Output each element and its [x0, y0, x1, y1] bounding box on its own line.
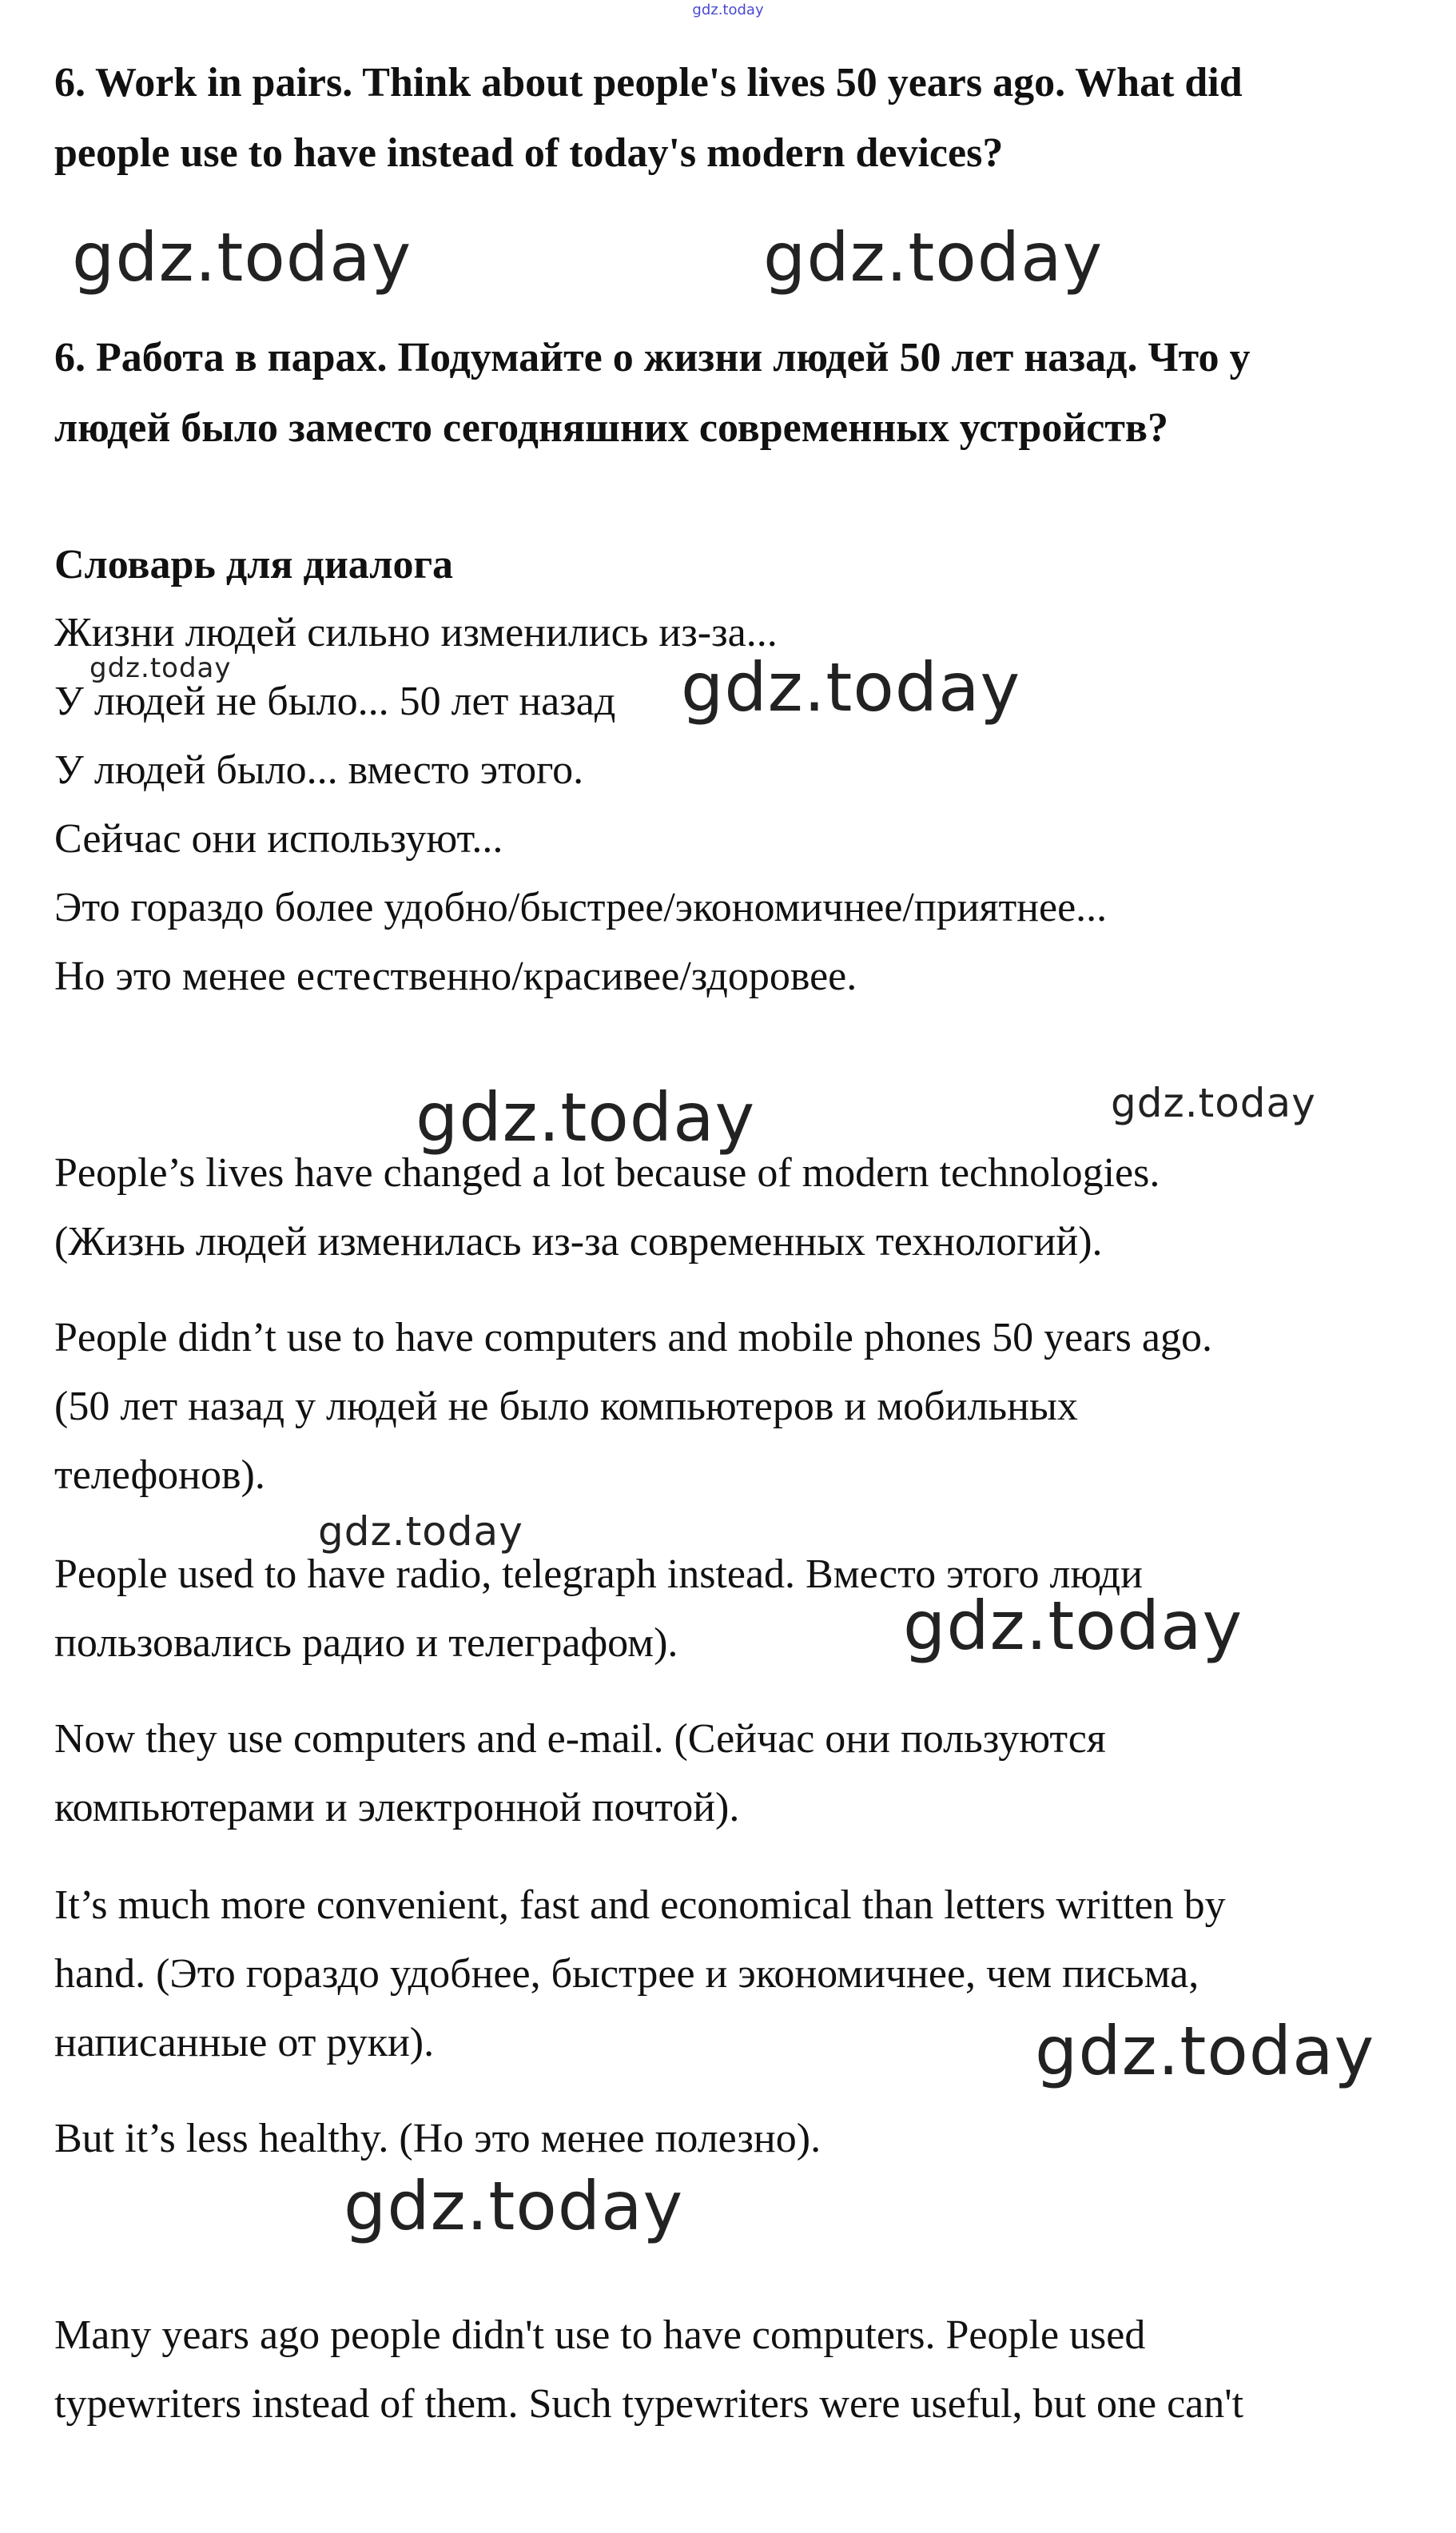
dialogue-line: пользовались радио и телеграфом).: [54, 1620, 678, 1666]
vocab-item: Но это менее естественно/красивее/здоровее.: [54, 954, 857, 999]
task-title-en-line1: 6. Work in pairs. Think about people's lives 50 years ago. What did: [54, 60, 1243, 106]
dialogue-line: It’s much more convenient, fast and economical than letters written by: [54, 1882, 1226, 1928]
watermark: gdz.today: [681, 648, 1021, 727]
task-title-en-line2: people use to have instead of today's modern devices?: [54, 130, 1004, 176]
dialogue-line: (Жизнь людей изменилась из-за современных технологий).: [54, 1219, 1103, 1265]
vocab-item: У людей не было... 50 лет назад: [54, 679, 616, 724]
watermark: gdz.today: [903, 1587, 1243, 1665]
watermark: gdz.today: [763, 218, 1104, 297]
vocab-item: Это гораздо более удобно/быстрее/экономичнее/приятнее...: [54, 885, 1108, 930]
dialogue-line: But it’s less healthy. (Но это менее полезно).: [54, 2116, 821, 2161]
dialogue-line: People’s lives have changed a lot because of modern technologies.: [54, 1150, 1160, 1196]
watermark: gdz.today: [90, 652, 232, 684]
dialogue-line: компьютерами и электронной почтой).: [54, 1785, 740, 1830]
watermark: gdz.today: [1111, 1080, 1316, 1126]
task-title-ru-line2: людей было заместо сегодняшних современных устройств?: [54, 405, 1168, 451]
dialogue-line: Now they use computers and e-mail. (Сейчас они пользуются: [54, 1716, 1106, 1762]
vocab-item: У людей было... вместо этого.: [54, 747, 584, 793]
dialogue-line: написанные от руки).: [54, 2020, 435, 2065]
watermark: gdz.today: [72, 218, 412, 297]
dialogue-line: hand. (Это гораздо удобнее, быстрее и экономичнее, чем письма,: [54, 1951, 1199, 1997]
watermark: gdz.today: [344, 2167, 684, 2245]
story-line: typewriters instead of them. Such typewriters were useful, but one can't: [54, 2381, 1244, 2427]
top-watermark: gdz.today: [692, 2, 764, 18]
dialogue-line: телефонов).: [54, 1452, 265, 1498]
watermark: gdz.today: [416, 1078, 756, 1157]
watermark: gdz.today: [1035, 2012, 1375, 2090]
dialogue-line: People didn’t use to have computers and mobile phones 50 years ago.: [54, 1315, 1212, 1360]
watermark: gdz.today: [318, 1508, 523, 1555]
story-line: Many years ago people didn't use to have computers. People used: [54, 2312, 1146, 2358]
task-title-ru-line1: 6. Работа в парах. Подумайте о жизни людей 50 лет назад. Что у: [54, 335, 1251, 380]
vocab-heading: Словарь для диалога: [54, 542, 454, 587]
dialogue-line: (50 лет назад у людей не было компьютеров и мобильных: [54, 1384, 1078, 1429]
dialogue-line: People used to have radio, telegraph instead. Вместо этого люди: [54, 1551, 1143, 1597]
vocab-item: Жизни людей сильно изменились из-за...: [54, 610, 778, 655]
vocab-item: Сейчас они используют...: [54, 816, 503, 862]
